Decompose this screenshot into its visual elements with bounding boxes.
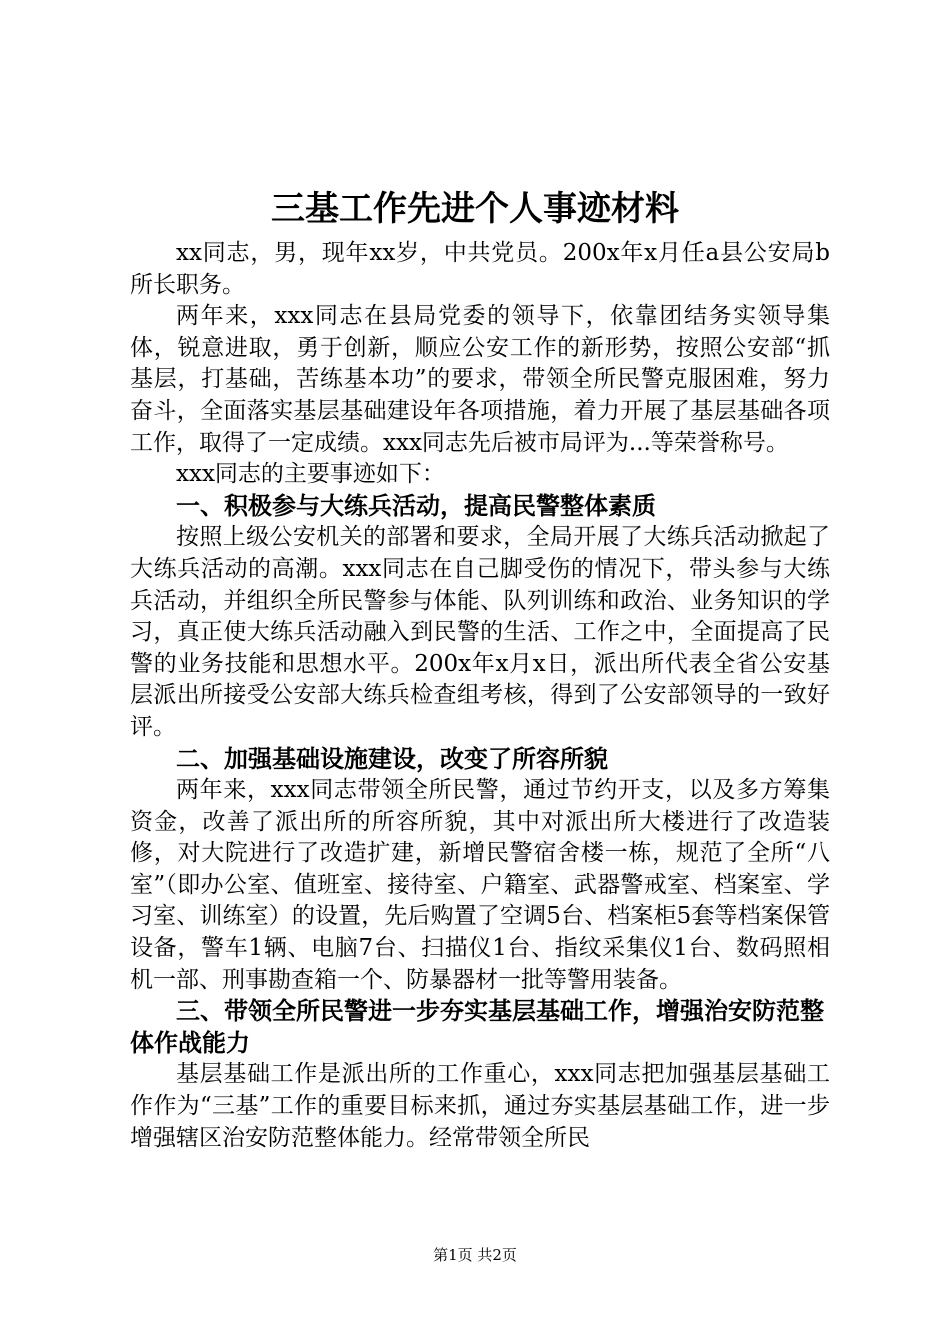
document-body bbox=[130, 238, 830, 1154]
document-title: 三基工作先进个人事迹材料 bbox=[271, 189, 679, 229]
section-2-paragraph: 两年来，xxx同志带领全所民警，通过节约开支，以及多方筹集资金，改善了派出所的所容所貌，其中对派出所大楼进行了改造装修，对大院进行了改造扩建，新增民警宿舍楼一栋，规范了全所“八室”（即办公室、值班室、接待室、户籍室、武器警戒室、档案室、学习室、训练室）的设置，先后购置了空调5台、档案柜5套等档案保管设备，警车1辆、电脑7台、扫描仪1台、指纹采集仪1台、数码照相机一部、刑事勘查箱一个、防暴器材一批等警用装备。 bbox=[130, 777, 830, 993]
section-1-paragraph: 按照上级公安机关的部署和要求，全局开展了大练兵活动掀起了大练兵活动的高潮。xxx同志在自己脚受伤的情况下，带头参与大练兵活动，并组织全所民警参与体能、队列训练和政治、业务知识的学习，真正使大练兵活动融入到民警的生活、工作之中，全面提高了民警的业务技能和思想水平。200x年x月x日，派出所代表全省公安基层派出所接受公安部大练兵检查组考核，得到了公安部领导的一致好评。 bbox=[130, 524, 830, 740]
section-heading-3: 三、带领全所民警进一步夯实基层基础工作，增强治安防范整体作战能力 bbox=[130, 997, 824, 1057]
page-footer: 第1页 共2页 bbox=[433, 1246, 517, 1264]
summary-paragraph: 两年来，xxx同志在县局党委的领导下，依靠团结务实领导集体，锐意进取，勇于创新，顺应公安工作的新形势，按照公安部“抓基层，打基础，苦练基本功”的要求，带领全所民警克服困难，努力奋斗，全面落实基层基础建设年各项措施，着力开展了基层基础各项工作，取得了一定成绩。xxx同志先后被市局评为...等荣誉称号。 bbox=[130, 303, 830, 456]
section-3-paragraph: 基层基础工作是派出所的工作重心，xxx同志把加强基层基础工作作为“三基”工作的重要目标来抓，通过夯实基层基础工作，进一步增强辖区治安防范整体能力。经常带领全所民 bbox=[130, 1061, 830, 1151]
main-deeds-intro: xxx同志的主要事迹如下： bbox=[176, 461, 445, 488]
section-heading-1: 一、积极参与大练兵活动，提高民警整体素质 bbox=[176, 491, 656, 520]
section-heading-2: 二、加强基础设施建设，改变了所容所貌 bbox=[176, 744, 608, 773]
intro-paragraph: xx同志，男，现年xx岁，中共党员。200x年x月任a县公安局b所长职务。 bbox=[130, 240, 830, 298]
